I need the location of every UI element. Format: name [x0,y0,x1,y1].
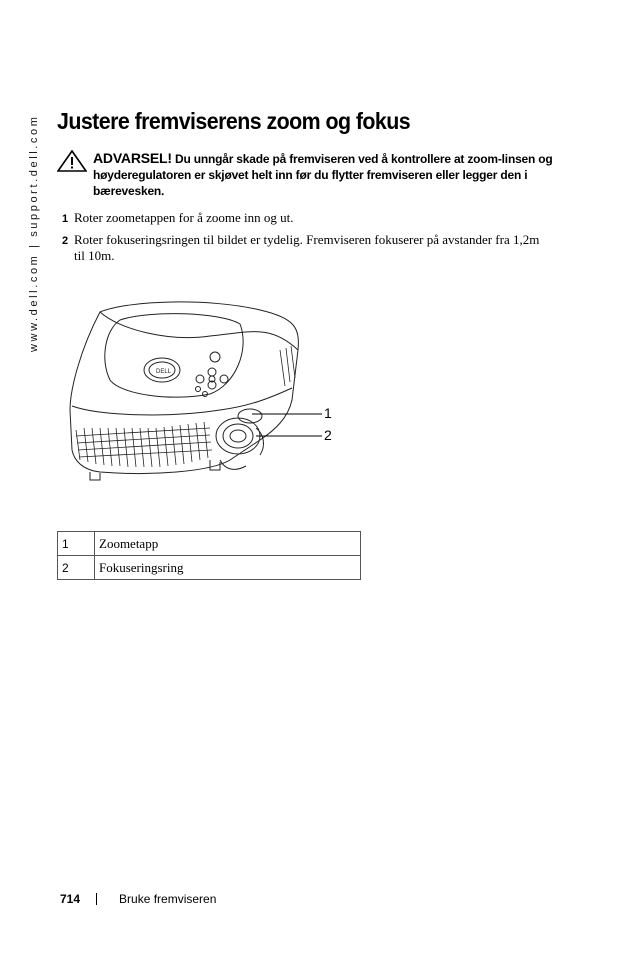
warning-box [57,150,557,199]
table-cell-number: 2 [58,556,95,580]
step-list [62,210,552,270]
step-number: 2 [62,235,69,247]
page-footer [60,892,216,906]
warning-text [93,150,557,199]
warning-triangle-icon [57,150,87,172]
table-cell-label: Fokuseringsring [95,556,361,580]
list-item [62,232,552,264]
list-item [62,210,552,226]
callout-2: 2 [324,427,332,443]
step-number: 1 [62,213,69,225]
page-title: Justere fremviserens zoom og fokus [57,108,411,134]
logo-text: DELL [156,369,172,375]
table-cell-label: Zoometapp [95,532,361,556]
table-cell-number: 1 [58,532,95,556]
footer-divider [96,893,97,905]
step-text: Roter zoometappen for å zoome inn og ut. [74,210,294,225]
footer-section: Bruke fremviseren [119,892,217,906]
warning-label: ADVARSEL! [93,150,172,166]
warning-body: Du unngår skade på fremviseren ved å kontrollere at zoom-linsen og høyderegulatoren er skjøvet helt inn før du flytter fremviseren eller legger den i bærevesken. [93,152,553,198]
page-number: 714 [60,892,81,906]
callout-1: 1 [324,405,332,421]
legend-table [57,531,361,580]
table-row [58,532,361,556]
step-text: Roter fokuseringsringen til bildet er tydelig. Fremviseren fokuserer på avstander fra 1,2m til 10m. [74,232,540,263]
projector-drawing [60,290,350,490]
projector-illustration [60,290,350,490]
sidebar-url: www.dell.com | support.dell.com [28,114,40,352]
table-row [58,556,361,580]
